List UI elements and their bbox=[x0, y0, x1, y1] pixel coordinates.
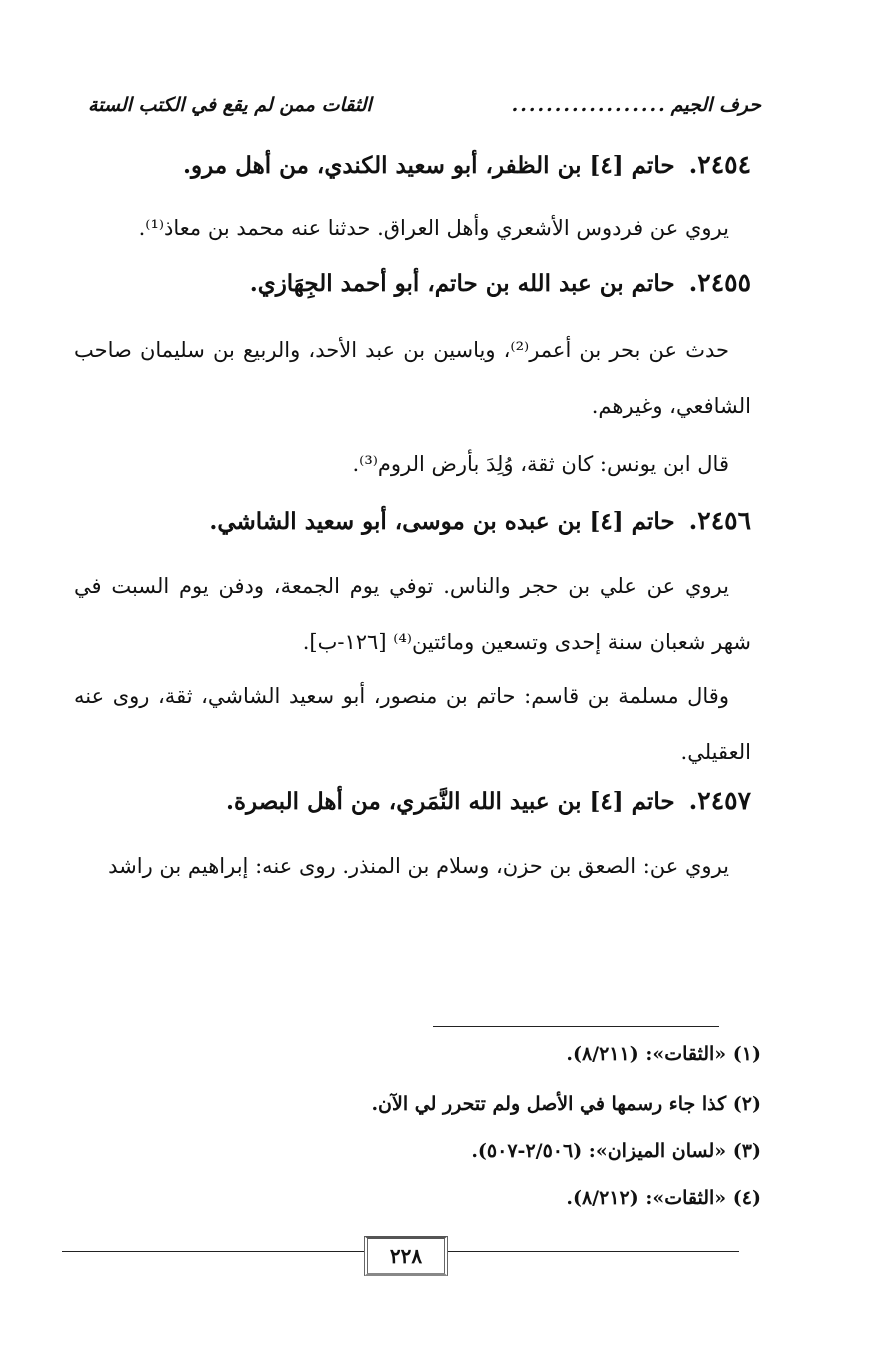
header-book-title: الثقات ممن لم يقع في الكتب الستة bbox=[88, 94, 372, 116]
entry-heading-2457 bbox=[226, 786, 751, 815]
entry-heading-2456 bbox=[209, 506, 751, 535]
footnote-3: (٣) «لسان الميزان»: (٢/٥٠٦-٥٠٧). bbox=[471, 1140, 761, 1162]
page-number-box bbox=[364, 1236, 448, 1276]
header-chapter-title: حرف الجيم bbox=[670, 94, 761, 116]
entry-paragraph: وقال مسلمة بن قاسم: حاتم بن منصور، أبو سعيد الشاشي، ثقة، روى عنه العقيلي. bbox=[74, 684, 751, 764]
entry-paragraph: يروي عن: الصعق بن حزن، وسلام بن المنذر. روى عنه: إبراهيم بن راشد bbox=[108, 854, 729, 878]
header-dot-leader: .................. bbox=[511, 94, 667, 116]
entry-paragraph: يروي عن فردوس الأشعري وأهل العراق. حدثنا عنه محمد بن معاذ⁽¹⁾. bbox=[138, 216, 729, 240]
entry-heading-2455 bbox=[250, 268, 751, 297]
footnote-divider bbox=[433, 1026, 719, 1027]
page-number: ٢٢٨ bbox=[389, 1244, 423, 1268]
entry-paragraph: حدث عن بحر بن أعمر⁽²⁾، وياسين بن عبد الأحد، والربيع بن سليمان صاحب الشافعي، وغيرهم. bbox=[74, 338, 751, 418]
entry-number: ٢٤٥٦. bbox=[688, 506, 751, 535]
entry-title: حاتم بن عبد الله بن حاتم، أبو أحمد الجِهَازي. bbox=[249, 270, 675, 297]
entry-number: ٢٤٥٤. bbox=[688, 150, 751, 179]
entry-paragraph: يروي عن علي بن حجر والناس. توفي يوم الجمعة، ودفن يوم السبت في شهر شعبان سنة إحدى وتسعين ومائتين⁽⁴⁾ [١٢٦-ب]. bbox=[74, 574, 751, 654]
entry-title: حاتم [٤] بن عبده بن موسى، أبو سعيد الشاشي. bbox=[209, 508, 675, 535]
footnote-1: (١) «الثقات»: (٨/٢١١). bbox=[566, 1043, 761, 1065]
entry-paragraph: قال ابن يونس: كان ثقة، وُلِدَ بأرض الروم⁽³⁾. bbox=[352, 452, 729, 476]
entry-heading-2454 bbox=[183, 150, 751, 179]
footnote-4: (٤) «الثقات»: (٨/٢١٢). bbox=[566, 1187, 761, 1209]
entry-number: ٢٤٥٧. bbox=[688, 786, 751, 815]
entry-title: حاتم [٤] بن الظفر، أبو سعيد الكندي، من أهل مرو. bbox=[183, 152, 675, 179]
entry-number: ٢٤٥٥. bbox=[688, 268, 751, 297]
running-header bbox=[88, 88, 761, 122]
entry-title: حاتم [٤] بن عبيد الله النَّمَري، من أهل البصرة. bbox=[225, 788, 675, 815]
footnote-2: (٢) كذا جاء رسمها في الأصل ولم تتحرر لي الآن. bbox=[371, 1093, 761, 1115]
